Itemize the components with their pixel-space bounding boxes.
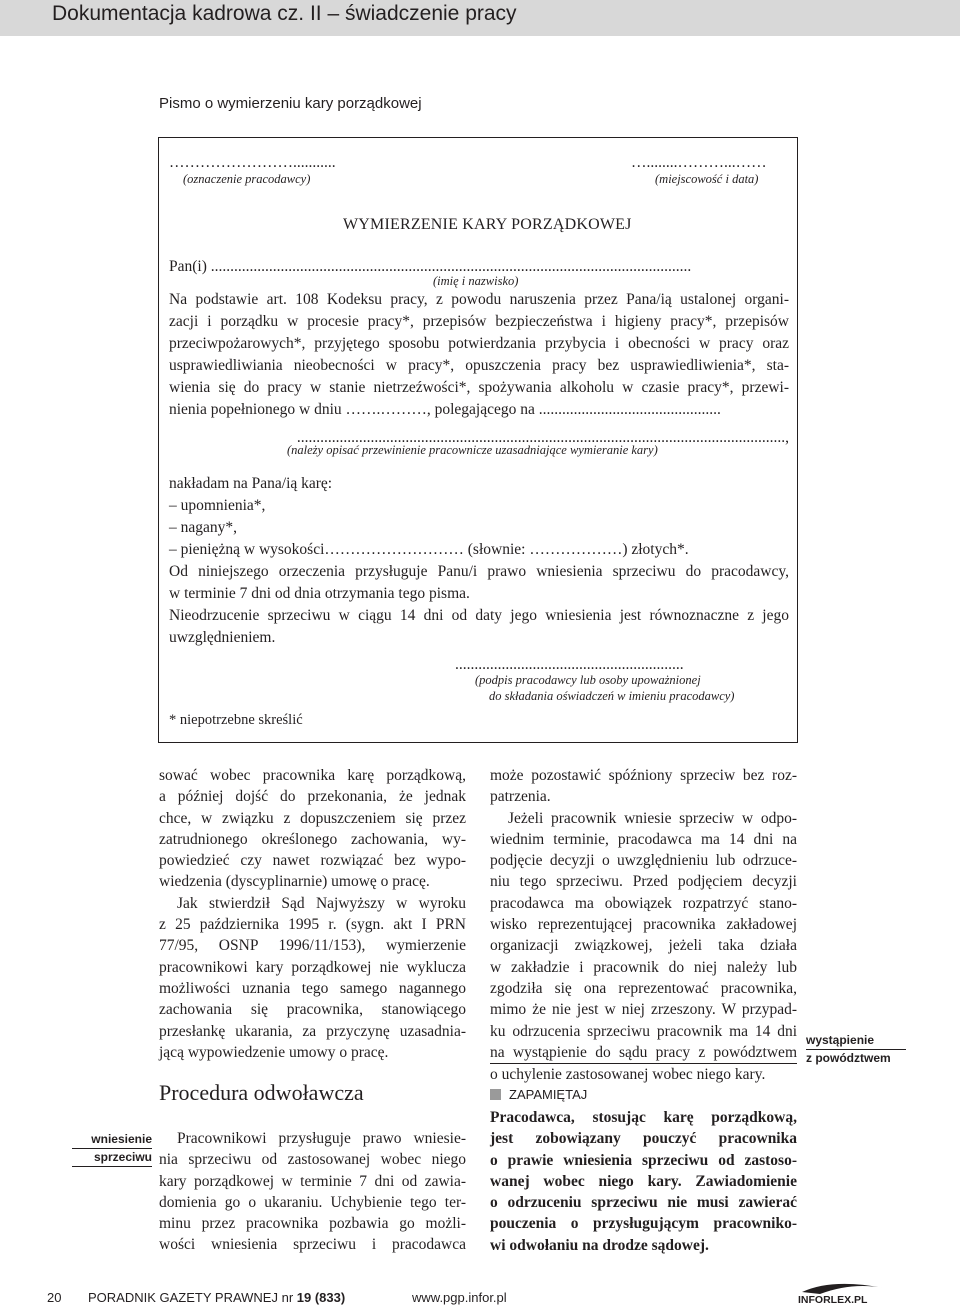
offense-dots: .............................................................................................................................., bbox=[296, 429, 789, 446]
text-line: nia sprzeciwu od zastosowanej wobec niego bbox=[159, 1151, 466, 1169]
text-line: minu przez pracownika pozbawia go możli- bbox=[159, 1215, 466, 1233]
text-line: Pracodawca, stosując karę porządkową, bbox=[490, 1109, 797, 1126]
left-column bbox=[159, 765, 466, 1063]
appeal-line: w terminie 7 dni od dnia otrzymania tego pisma. bbox=[169, 585, 470, 602]
text-line: domienia go o ukaraniu. Uchybienie tego ter- bbox=[159, 1193, 466, 1211]
publication-name bbox=[88, 1290, 345, 1305]
place-date-dots: …........………...…… bbox=[631, 154, 767, 171]
margin-label-line: wystąpienie bbox=[806, 1032, 906, 1050]
penalty-item: – pieniężną w wysokości……………………… (słownie: ………………) złotych*. bbox=[169, 541, 689, 558]
footnote: * niepotrzebne skreślić bbox=[169, 712, 303, 728]
text-line: zatrudnionego określonego zachowania, wy- bbox=[159, 830, 466, 848]
inforlex-logo bbox=[792, 1280, 892, 1306]
text-line: w zakładzie i pracownik do niej należy lub bbox=[490, 958, 797, 976]
text-line: o prawie wniesienia sprzeciwu od zastoso- bbox=[490, 1151, 797, 1169]
text-line: wości wniesienia sprzeciwu i pracodawca bbox=[159, 1236, 466, 1254]
text-line: kary porządkowej w terminie 7 dni od zawia- bbox=[159, 1172, 466, 1190]
footer-url[interactable]: www.pgp.infor.pl bbox=[412, 1290, 507, 1305]
margin-label-wystapienie bbox=[806, 1032, 906, 1067]
text-line: Pracownikowi przysługuje prawo wniesie- bbox=[177, 1130, 466, 1147]
signature-caption: do składania oświadczeń w imieniu pracodawcy) bbox=[489, 689, 735, 703]
text-line: możliwości uznania tego samego nagannego bbox=[159, 979, 466, 997]
offense-caption: (należy opisać przewinienie pracownicze uzasadniające wymieranie kary) bbox=[287, 443, 658, 457]
signature-caption: (podpis pracodawcy lub osoby upoważnionej bbox=[475, 673, 701, 687]
para-line: nienia popełnionego w dniu …….………, polegającego na ............................................... bbox=[169, 401, 721, 418]
text-line: zachowania się pracownika, stanowiącego bbox=[159, 1001, 466, 1019]
logo-text: INFORLEX.PL bbox=[798, 1294, 868, 1306]
impose-line: nakładam na Pana/ią karę: bbox=[169, 475, 333, 492]
employer-dots: ……………………........... bbox=[169, 154, 336, 171]
margin-label-line: wniesienie bbox=[72, 1131, 152, 1149]
page-number: 20 bbox=[47, 1290, 62, 1305]
para-line: Na podstawie art. 108 Kodeksu pracy, z powodu naruszenia przez Pana/ią ustalonej organi- bbox=[169, 291, 789, 308]
text-line: przesłankę ukarania, za przyczynę uzasadnia- bbox=[159, 1022, 466, 1040]
remember-heading-text: ZAPAMIĘTAJ bbox=[509, 1087, 588, 1102]
addressee-caption: (imię i nazwisko) bbox=[433, 274, 519, 288]
square-bullet-icon bbox=[490, 1089, 501, 1100]
header-title: Dokumentacja kadrowa cz. II – świadczenie pracy bbox=[52, 2, 517, 25]
publication-title: PORADNIK GAZETY PRAWNEJ nr bbox=[88, 1290, 294, 1305]
addressee-line: Pan(i) ............................................................................................................................ bbox=[169, 258, 692, 275]
section-body bbox=[159, 1128, 466, 1256]
issue-number: 19 (833) bbox=[296, 1290, 346, 1305]
para-line: wienia się do pracy w stanie nietrzeźwości*, spożywania alkoholu w czasie pracy*, przewi- bbox=[169, 379, 789, 396]
text-line: o uchylenie zastosowanej wobec niego kary. bbox=[490, 1066, 766, 1084]
employer-caption: (oznaczenie pracodawcy) bbox=[183, 172, 311, 186]
text-line: może pozostawić spóźniony sprzeciw bez roz- bbox=[490, 767, 797, 784]
text-line: Jak stwierdził Sąd Najwyższy w wyroku bbox=[177, 894, 466, 912]
margin-label-line: z powództwem bbox=[806, 1051, 891, 1065]
header-bar bbox=[0, 0, 960, 36]
text-line: podjęcie decyzji o uwzględnieniu lub odrzuce- bbox=[490, 852, 797, 870]
section-title: Procedura odwoławcza bbox=[159, 1080, 364, 1105]
text-line: niu tego sprzeciwu. Przed podjęciem decyzji bbox=[490, 873, 797, 891]
signature-dots: ........................................................... bbox=[455, 656, 684, 673]
document-heading: Pismo o wymierzeniu kary porządkowej bbox=[159, 95, 422, 112]
text-line: sować wobec pracownika karę porządkową, bbox=[159, 767, 466, 784]
text-line: jącą wypowiedzenie umowy o pracę. bbox=[159, 1043, 389, 1061]
appeal-line: Od niniejszego orzeczenia przysługuje Panu/i prawo wniesienia sprzeciwu do pracodawcy, bbox=[169, 563, 789, 580]
form-template-box bbox=[158, 137, 798, 743]
text-line: na wystąpienie do sądu pracy z powództwem bbox=[490, 1042, 797, 1064]
nonrejection-line: Nieodrzucenie sprzeciwu w ciągu 14 dni od daty jego wniesienia jest równoznaczne z jego bbox=[169, 607, 789, 624]
penalty-item: – upomnienia*, bbox=[169, 497, 266, 514]
right-column bbox=[490, 765, 797, 1085]
penalty-item: – nagany*, bbox=[169, 519, 238, 536]
text-line: organizacji związkowej, jeżeli taka działa bbox=[490, 937, 797, 955]
place-date-caption: (miejscowość i data) bbox=[655, 172, 759, 186]
text-line: pracodawca ma obowiązek rozpatrzyć stano- bbox=[490, 894, 797, 912]
text-line: pracownikowi kary porządkowej nie wyklucza bbox=[159, 958, 466, 976]
text-line: zgodziła się ona reprezentować pracownika, bbox=[490, 979, 797, 997]
text-line: o odrzuceniu sprzeciwu nie musi zawierać bbox=[490, 1194, 797, 1212]
margin-label-wniesienie bbox=[72, 1131, 152, 1167]
text-line: chce, w związku z dopuszczeniem się przez bbox=[159, 809, 466, 827]
text-line: wisko reprezentującej pracownika zakładowej bbox=[490, 916, 797, 934]
text-line: ku odrzucenia sprzeciwu pracownik ma 14 dni bbox=[490, 1022, 797, 1040]
text-line: wiedzenia (dyscyplinarnie) umowę o pracę. bbox=[159, 873, 430, 891]
form-title: WYMIERZENIE KARY PORZĄDKOWEJ bbox=[343, 216, 632, 233]
remember-heading bbox=[490, 1087, 587, 1102]
nonrejection-line: uwzględnieniem. bbox=[169, 629, 276, 646]
text-line: wanej wobec niego kary. Zawiadomienie bbox=[490, 1172, 797, 1190]
para-line: usprawiedliwiania nieobecności w pracy*, opuszczenia pracy bez usprawiedliwienia*, sta- bbox=[169, 357, 789, 374]
text-line: powiedzieć czy nawet rozwiązać bez wypo- bbox=[159, 852, 466, 870]
logo-swoosh-icon bbox=[792, 1280, 892, 1306]
remember-body bbox=[490, 1107, 797, 1256]
text-line: z 25 października 1995 r. (sygn. akt I PRN bbox=[159, 916, 466, 934]
text-line: pouczenia o przysługującym pracowniko- bbox=[490, 1215, 797, 1233]
text-line: jest zobowiązany pouczyć pracownika bbox=[490, 1130, 797, 1148]
margin-label-line: sprzeciwu bbox=[72, 1149, 152, 1167]
text-line: a później dojść do przekonania, że jednak bbox=[159, 788, 466, 806]
text-line: mimo że nie jest w niej zrzeszony. W przypad- bbox=[490, 1001, 797, 1019]
text-line: patrzenia. bbox=[490, 788, 551, 806]
text-line: wi odwołaniu na drodze sądowej. bbox=[490, 1236, 709, 1254]
para-line: przeciwpożarowych*, przyjętego sposobu potwierdzania przybycia i obecności w pracy oraz bbox=[169, 335, 789, 352]
text-line: 77/95, OSNP 1996/11/153), wymierzenie bbox=[159, 937, 466, 955]
para-line: zacji i porządku w procesie pracy*, przepisów bezpieczeństwa i higieny pracy*, przepisów bbox=[169, 313, 789, 330]
text-line: wiednim terminie, pracodawca ma 14 dni na bbox=[490, 830, 797, 848]
text-line: Jeżeli pracownik wniesie sprzeciw w odpo- bbox=[508, 809, 797, 827]
